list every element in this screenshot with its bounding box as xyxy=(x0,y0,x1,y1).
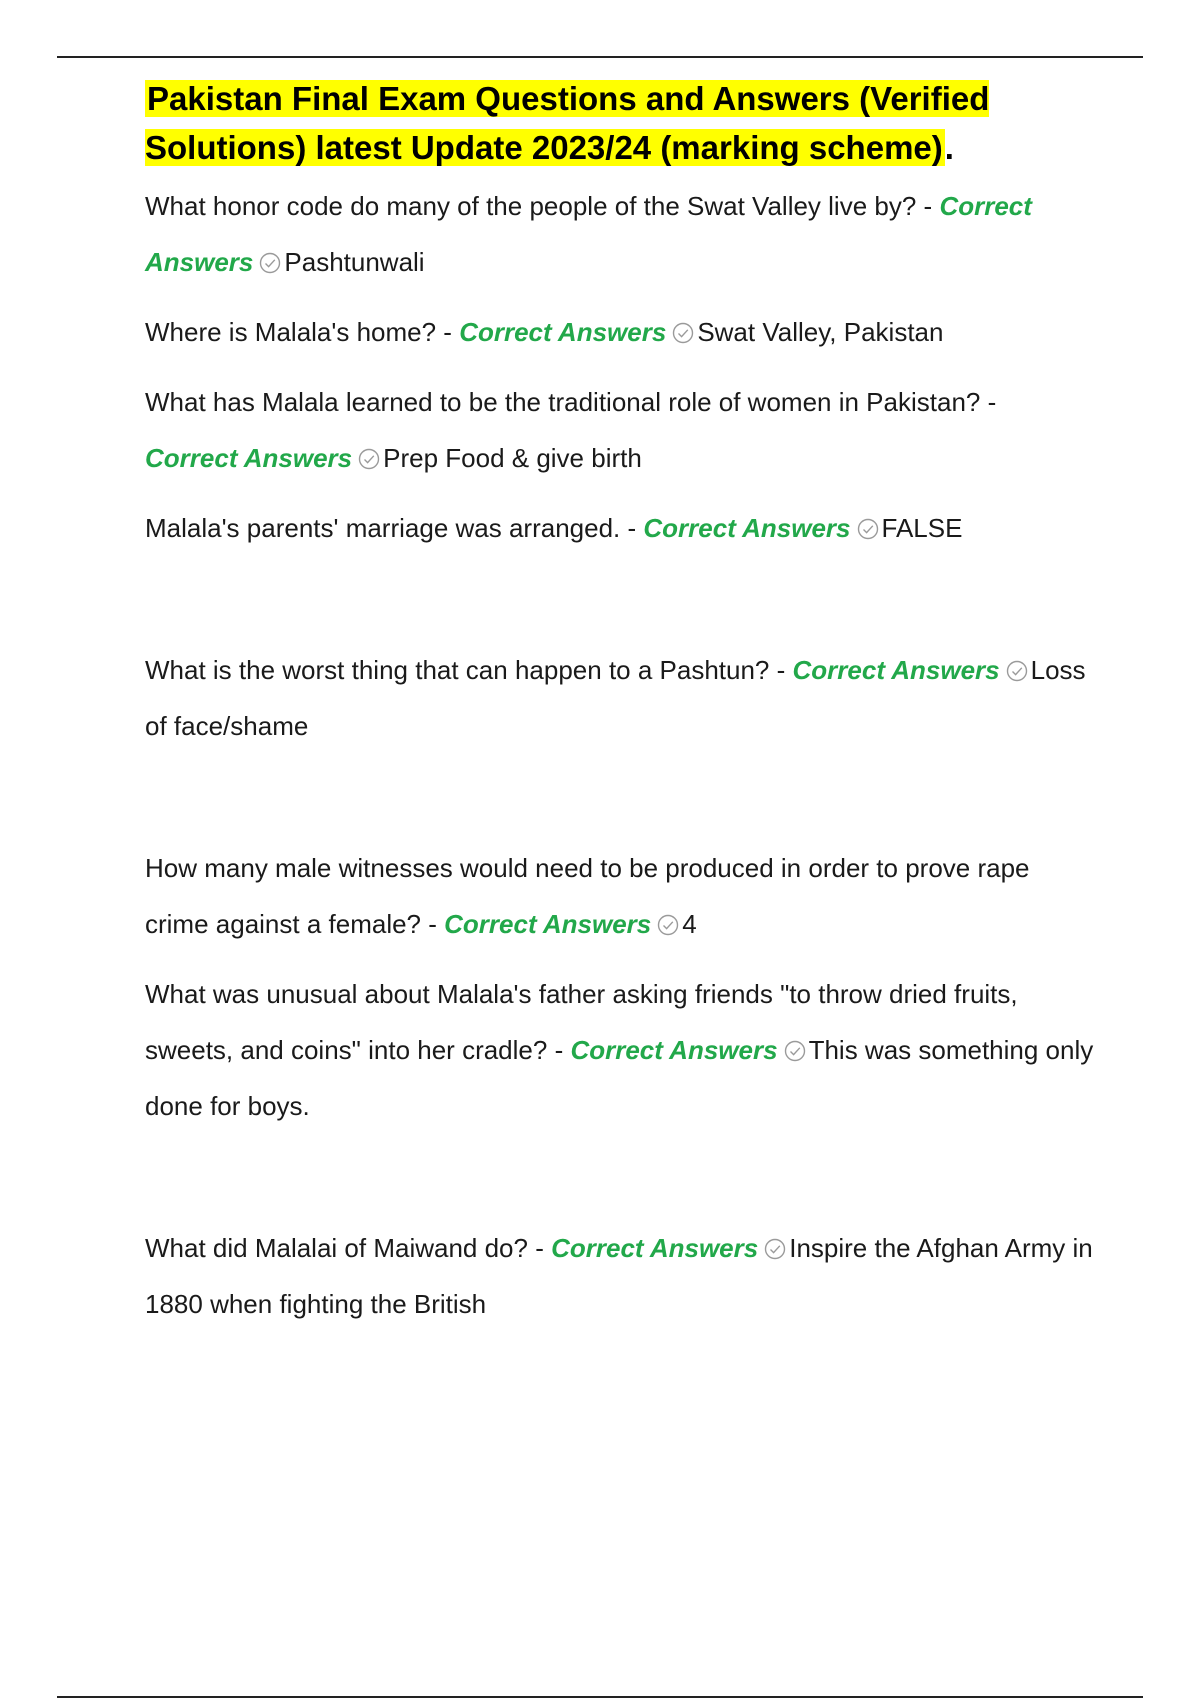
answer-text: This was something only done for boys. xyxy=(145,1035,1094,1121)
check-circle-icon xyxy=(358,448,380,470)
check-circle-icon xyxy=(259,252,281,274)
correct-answers-label: Correct Answers xyxy=(145,191,1032,277)
qa-item: What has Malala learned to be the traditional role of women in Pakistan? - Correct Answers Prep Food & give birth xyxy=(145,387,997,473)
correct-answers-label: Correct Answers xyxy=(444,909,652,939)
answer-text: Inspire the Afghan Army in 1880 when fighting the British xyxy=(145,1233,1093,1319)
header-rule xyxy=(57,56,1143,58)
document-title xyxy=(145,74,1095,172)
document-body xyxy=(145,74,1095,1332)
answer-text: Pashtunwali xyxy=(284,247,425,277)
qa-item: Where is Malala's home? - Correct Answers Swat Valley, Pakistan xyxy=(145,317,944,347)
answer-text: 4 xyxy=(682,909,697,939)
answer-text: Prep Food & give birth xyxy=(383,443,642,473)
footer-rule xyxy=(57,1696,1143,1698)
question-text: What did Malalai of Maiwand do? xyxy=(145,1233,528,1263)
qa-item: What is the worst thing that can happen to a Pashtun? - Correct Answers Loss of face/shame xyxy=(145,655,1086,741)
answer-text: FALSE xyxy=(881,513,963,543)
correct-answers-label: Correct Answers xyxy=(459,317,667,347)
check-circle-icon xyxy=(672,322,694,344)
check-circle-icon xyxy=(857,518,879,540)
correct-answers-label: Correct Answers xyxy=(551,1233,759,1263)
correct-answers-label: Correct Answers xyxy=(792,655,1000,685)
question-text: What was unusual about Malala's father asking friends "to throw dried fruits, sweets, and coins" into her cradle? xyxy=(145,979,1018,1065)
qa-item: Malala's parents' marriage was arranged. - Correct Answers FALSE xyxy=(145,513,963,543)
title-period: . xyxy=(944,129,954,166)
check-circle-icon xyxy=(1006,660,1028,682)
title-highlight: Pakistan Final Exam Questions and Answers (Verified Solutions) latest Update 2023/24 (marking scheme) xyxy=(145,80,990,166)
qa-item: What did Malalai of Maiwand do? - Correct Answers Inspire the Afghan Army in 1880 when fighting the British xyxy=(145,1233,1093,1319)
check-circle-icon xyxy=(657,914,679,936)
question-text: Malala's parents' marriage was arranged. xyxy=(145,513,621,543)
qa-item: What honor code do many of the people of the Swat Valley live by? - Correct Answers Pashtunwali xyxy=(145,191,1032,277)
check-circle-icon xyxy=(784,1040,806,1062)
question-text: What honor code do many of the people of the Swat Valley live by? xyxy=(145,191,917,221)
question-text: What has Malala learned to be the traditional role of women in Pakistan? xyxy=(145,387,981,417)
question-text: What is the worst thing that can happen to a Pashtun? xyxy=(145,655,770,685)
qa-item: What was unusual about Malala's father asking friends "to throw dried fruits, sweets, and coins" into her cradle? - Correct Answers This was something only done for boys. xyxy=(145,979,1094,1121)
question-text: How many male witnesses would need to be produced in order to prove rape crime against a female? xyxy=(145,853,1030,939)
correct-answers-label: Correct Answers xyxy=(145,443,353,473)
question-text: Where is Malala's home? xyxy=(145,317,437,347)
qa-item: How many male witnesses would need to be produced in order to prove rape crime against a female? - Correct Answers 4 xyxy=(145,853,1030,939)
check-circle-icon xyxy=(764,1238,786,1260)
answer-text: Loss of face/shame xyxy=(145,655,1086,741)
correct-answers-label: Correct Answers xyxy=(570,1035,778,1065)
answer-text: Swat Valley, Pakistan xyxy=(697,317,944,347)
correct-answers-label: Correct Answers xyxy=(643,513,851,543)
